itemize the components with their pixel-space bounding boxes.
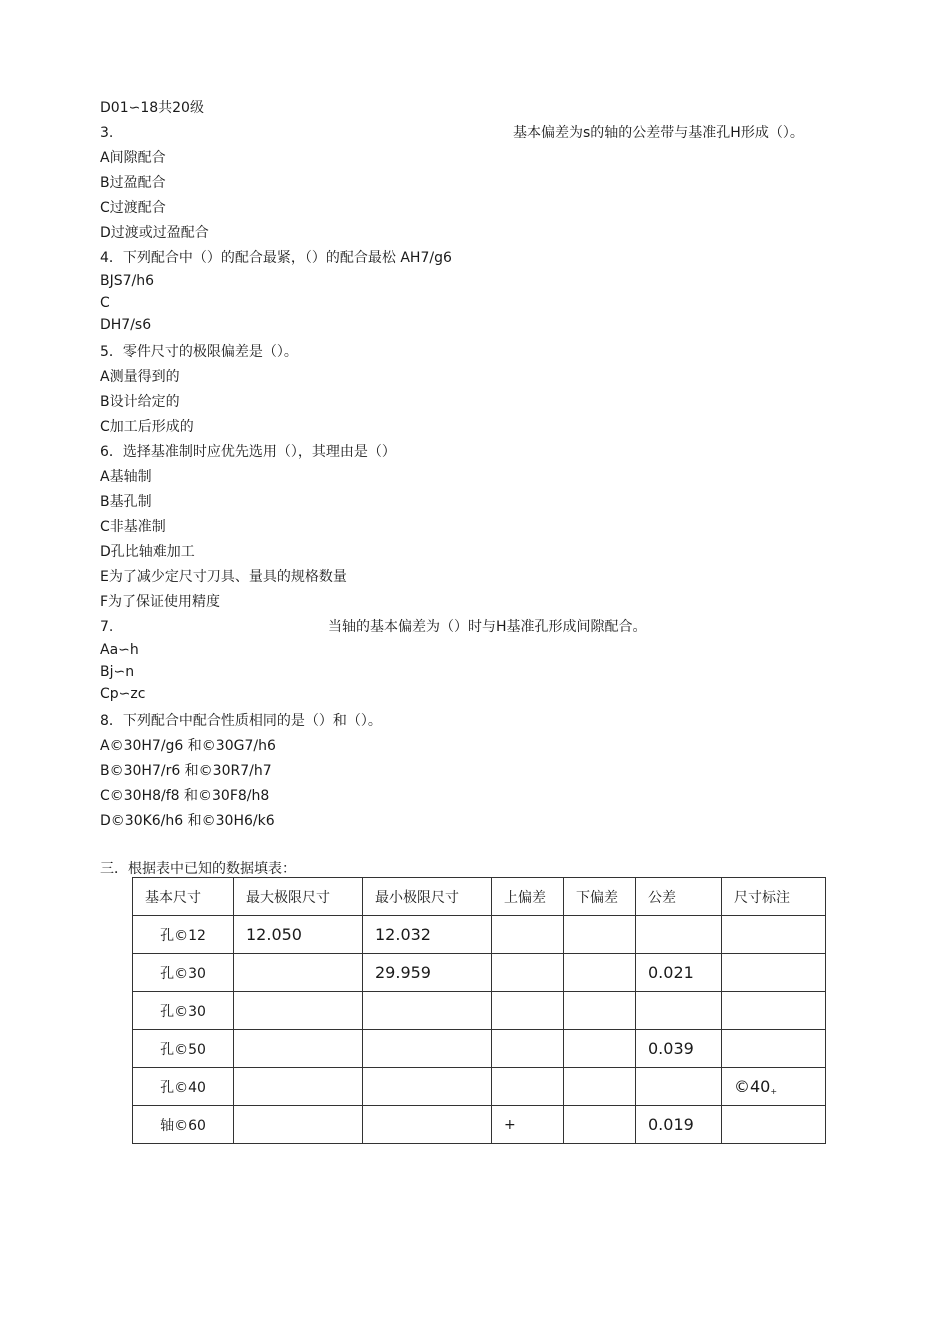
line-q7-option-b: Bj∽n: [100, 664, 135, 680]
table-row: [133, 1106, 826, 1144]
table-cell: [234, 1068, 363, 1106]
table-cell: [492, 1068, 564, 1106]
table-cell: +: [492, 1106, 564, 1144]
line-q5: 5．零件尺寸的极限偏差是（）。: [100, 344, 298, 360]
table-cell: [636, 1068, 722, 1106]
line-q6-option-b: B基孔制: [100, 494, 152, 510]
line-q8-option-d: D©30K6/h6 和©30H6/k6: [100, 813, 275, 829]
table-cell: 孔©30: [133, 954, 234, 992]
table-cell: [492, 916, 564, 954]
tolerance-table: [132, 877, 826, 1144]
table-row: [133, 992, 826, 1030]
line-q3-number: 3.: [100, 125, 114, 141]
table-cell: 孔©12: [133, 916, 234, 954]
dimension-mark-sub: +: [770, 1087, 778, 1096]
table-cell: [234, 1030, 363, 1068]
line-q5-option-b: B设计给定的: [100, 394, 180, 410]
line-q8-option-a: A©30H7/g6 和©30G7/h6: [100, 738, 276, 754]
table-cell: [636, 992, 722, 1030]
table-cell: [363, 1106, 492, 1144]
table-cell: [564, 1068, 636, 1106]
line-q3-text: 基本偏差为s的轴的公差带与基准孔H形成（）。: [513, 125, 804, 141]
table-cell: [234, 954, 363, 992]
header-cell: 基本尺寸: [133, 878, 234, 916]
table-cell: 孔©40: [133, 1068, 234, 1106]
line-q4-option-b: BJS7/h6: [100, 273, 155, 289]
dimension-mark: ©40: [734, 1077, 771, 1096]
section-three-heading: 三．根据表中已知的数据填表：: [100, 861, 296, 877]
table-cell: 孔©30: [133, 992, 234, 1030]
line-q4: 4．下列配合中（）的配合最紧，（）的配合最松 AH7/g6: [100, 250, 452, 266]
line-q8: 8．下列配合中配合性质相同的是（）和（）。: [100, 713, 382, 729]
table-cell: [722, 992, 826, 1030]
header-cell: 尺寸标注: [722, 878, 826, 916]
header-cell: 下偏差: [564, 878, 636, 916]
table-cell: 29.959: [363, 954, 492, 992]
table-cell: [636, 916, 722, 954]
table-cell: [564, 1106, 636, 1144]
table-cell: [564, 992, 636, 1030]
table-row: [133, 1030, 826, 1068]
line-q5-option-c: C加工后形成的: [100, 419, 194, 435]
table-cell: [564, 954, 636, 992]
table-cell: [492, 954, 564, 992]
line-q8-option-c: C©30H8/f8 和©30F8/h8: [100, 788, 270, 804]
table-cell: 0.039: [636, 1030, 722, 1068]
table-cell: [722, 1030, 826, 1068]
line-q4-option-d: DH7/s6: [100, 317, 152, 333]
dimension-mark-cell: [722, 1068, 826, 1106]
table-cell: [363, 992, 492, 1030]
header-cell: 最大极限尺寸: [234, 878, 363, 916]
header-cell: 公差: [636, 878, 722, 916]
table-cell: 12.050: [234, 916, 363, 954]
line-q3-option-c: C过渡配合: [100, 200, 166, 216]
table-cell: [492, 1030, 564, 1068]
line-q6: 6．选择基准制时应优先选用（），其理由是（）: [100, 444, 396, 460]
line-q5-option-a: A测量得到的: [100, 369, 180, 385]
line-q7-text: 当轴的基本偏差为（）时与H基准孔形成间隙配合。: [328, 619, 647, 635]
table-cell: [234, 992, 363, 1030]
table-header-row: [133, 878, 826, 916]
table-cell: [564, 1030, 636, 1068]
table-cell: [722, 1106, 826, 1144]
line-q3-option-d: D过渡或过盈配合: [100, 225, 209, 241]
line-q2-option-d: D01∽18共20级: [100, 100, 204, 116]
line-q6-option-f: F为了保证使用精度: [100, 594, 221, 610]
table-cell: 0.019: [636, 1106, 722, 1144]
line-q3-option-a: A间隙配合: [100, 150, 166, 166]
table-cell: [492, 992, 564, 1030]
table-cell: [722, 916, 826, 954]
line-q6-option-a: A基轴制: [100, 469, 152, 485]
table-cell: 轴©60: [133, 1106, 234, 1144]
table-cell: [363, 1068, 492, 1106]
line-q7-number: 7.: [100, 619, 114, 635]
table-cell: [363, 1030, 492, 1068]
header-cell: 最小极限尺寸: [363, 878, 492, 916]
table-cell: 孔©50: [133, 1030, 234, 1068]
table-cell: 12.032: [363, 916, 492, 954]
line-q7-option-a: Aa∽h: [100, 642, 139, 658]
table-cell: [234, 1106, 363, 1144]
line-q4-option-c: C: [100, 295, 110, 311]
line-q6-option-d: D孔比轴难加工: [100, 544, 195, 560]
line-q3-option-b: B过盈配合: [100, 175, 166, 191]
table-cell: [722, 954, 826, 992]
line-q7-option-c: Cp∽zc: [100, 686, 146, 702]
table-row: [133, 916, 826, 954]
table-cell: [564, 916, 636, 954]
table-row: [133, 954, 826, 992]
line-q6-option-e: E为了减少定尺寸刀具、量具的规格数量: [100, 569, 347, 585]
table-cell: 0.021: [636, 954, 722, 992]
line-q8-option-b: B©30H7/r6 和©30R7/h7: [100, 763, 272, 779]
header-cell: 上偏差: [492, 878, 564, 916]
line-q6-option-c: C非基准制: [100, 519, 166, 535]
table-row: [133, 1068, 826, 1106]
